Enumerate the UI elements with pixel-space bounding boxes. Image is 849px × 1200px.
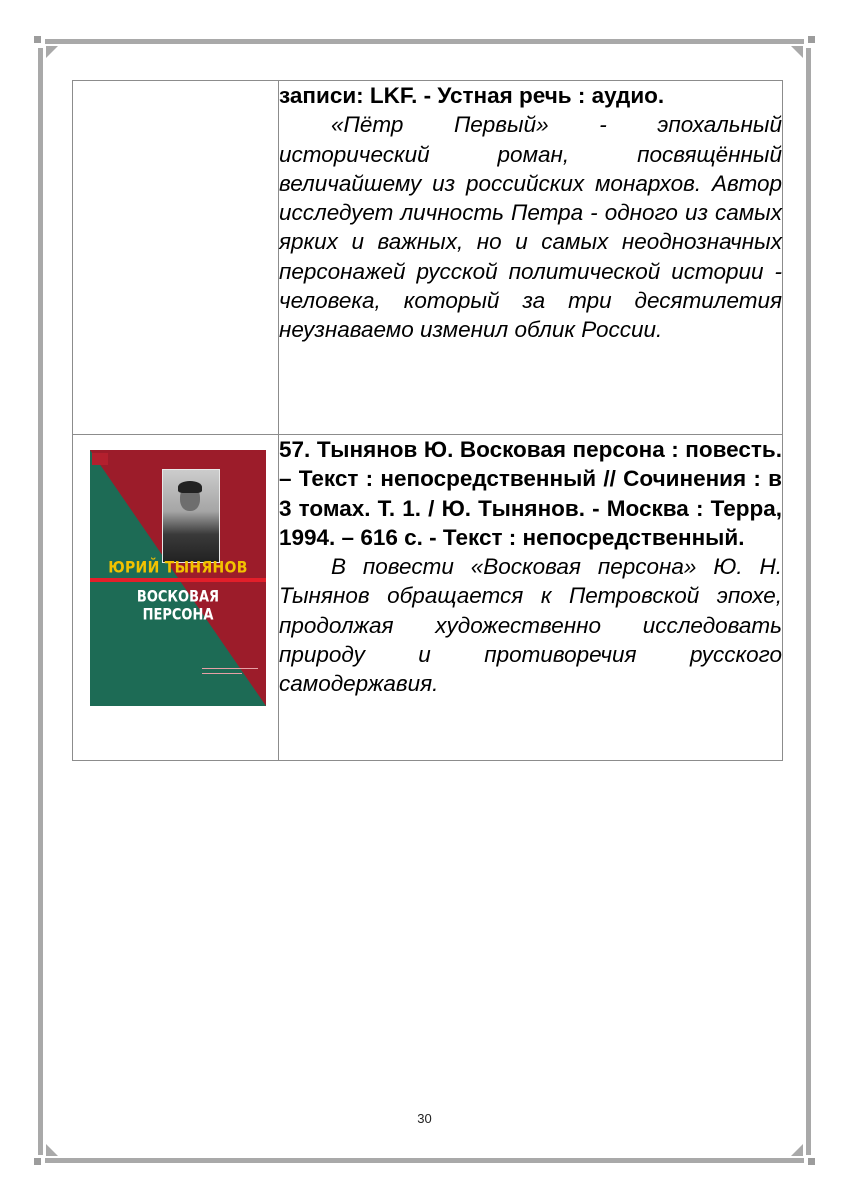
entry-citation: 57. Тынянов Ю. Восковая персона : повесть. – Текст : непосредственный // Сочинения : в 3 томах. Т. 1. / Ю. Тынянов. - Москва : Терра, 1994. – 616 с. - Текст : непосредственный. [279,437,782,550]
entry-text-cell [279,81,783,435]
cover-author: ЮРИЙ ТЫНЯНОВ [108,558,248,578]
image-cell-empty [73,81,279,435]
book-cover-image [90,450,266,706]
bibliography-table [72,80,783,761]
image-cell [73,435,279,761]
entry-annotation: В повести «Восковая персона» Ю. Н. Тынянов обращается к Петровской эпохе, продолжая художественно исследовать природу и противоречия русского самодержавия. [279,554,782,697]
entry-annotation: «Пётр Первый» - эпохальный исторический роман, посвящённый величайшему из российских монархов. Автор исследует личность Петра - одного из самых ярких и важных, но и самых неоднозначных персонажей русской политической истории - человека, который за три десятилетия неузнаваемо изменил облик России. [279,112,782,343]
entry-text-cell [279,435,783,761]
author-portrait [162,469,220,563]
entry-citation: записи: LKF. - Устная речь : аудио. [279,83,665,108]
publisher-logo-icon [92,453,108,465]
table-row [73,81,783,435]
page-number: 30 [417,1111,432,1126]
cover-title-line2: ПЕРСОНА [142,606,214,625]
cover-title-line1: ВОСКОВАЯ [136,588,220,607]
table-row [73,435,783,761]
